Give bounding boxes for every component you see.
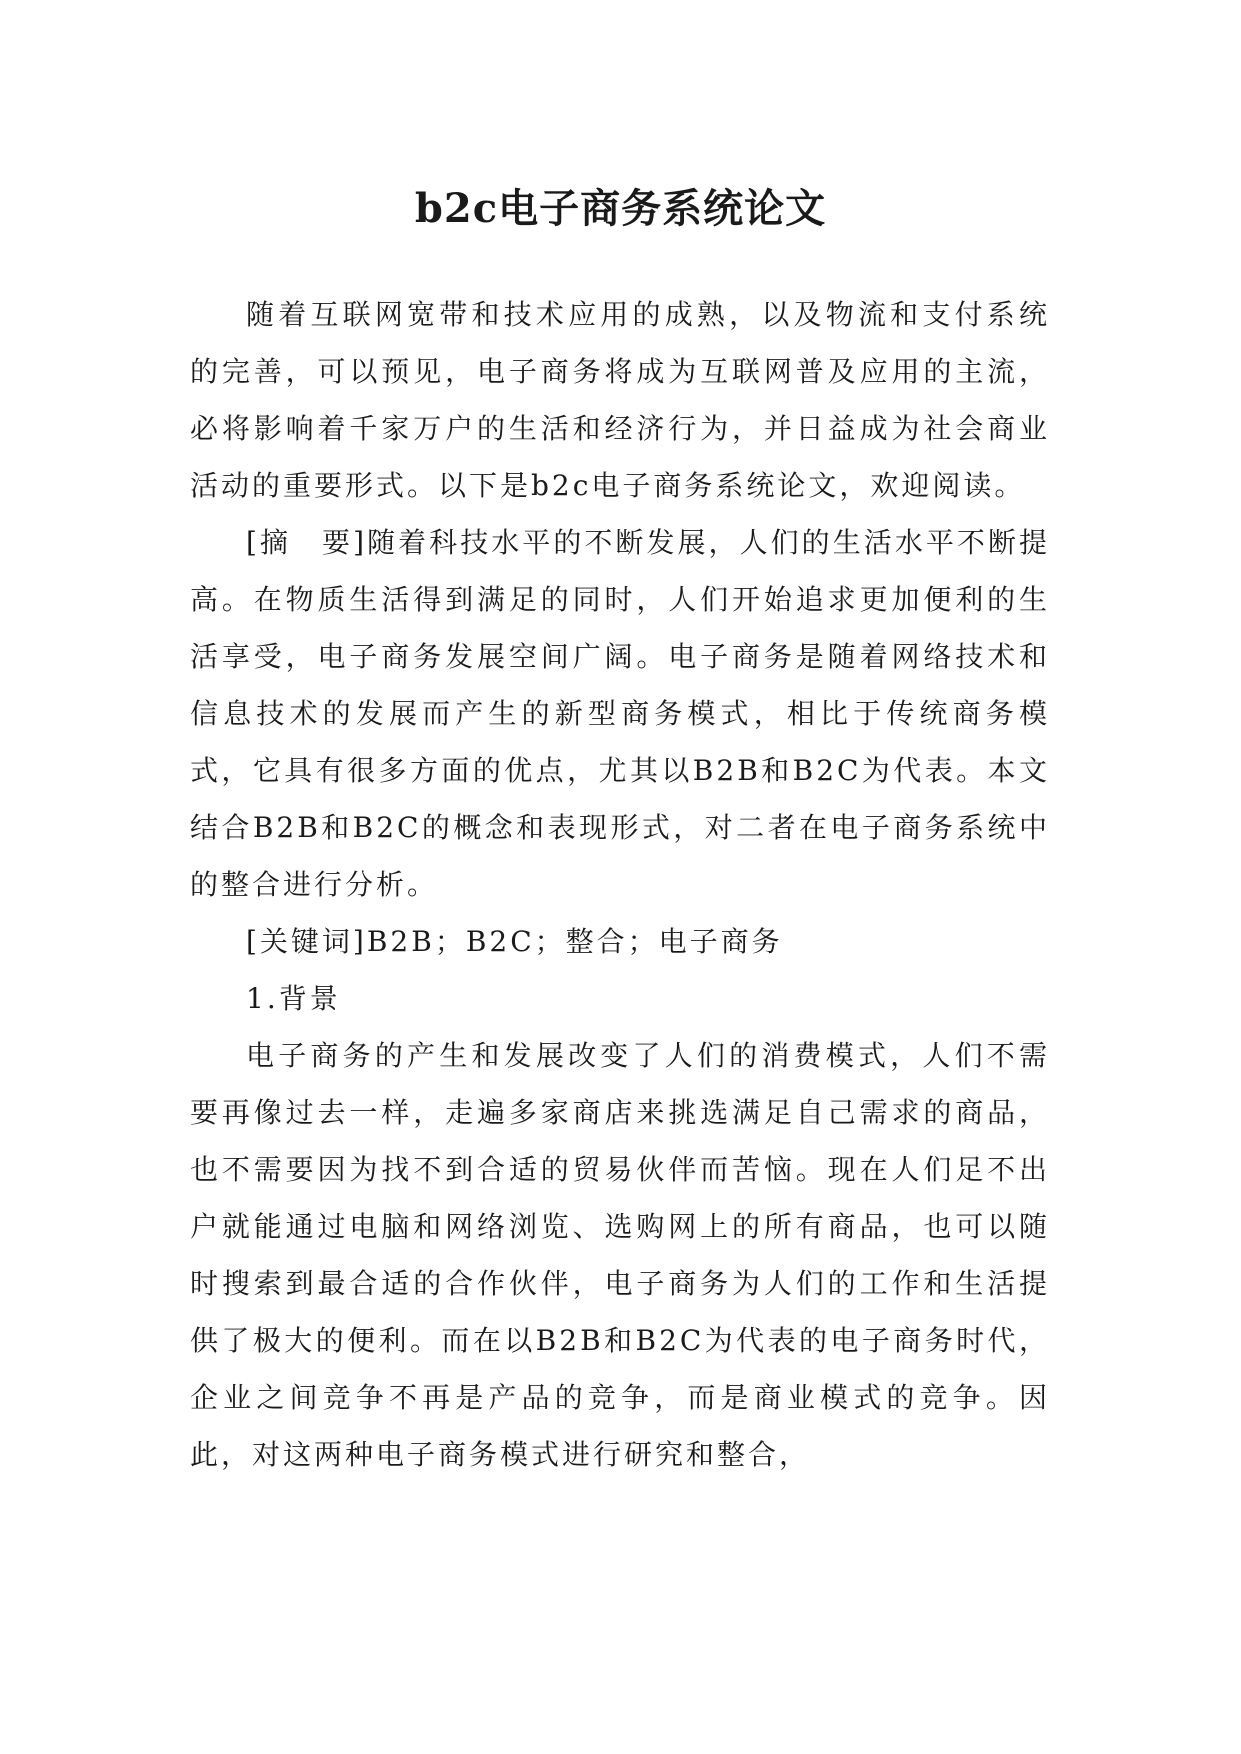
keywords-paragraph: [关键词]B2B；B2C；整合；电子商务 [246,925,783,958]
document-body [190,286,1050,1483]
section-heading-background: 1.背景 [246,982,341,1015]
abstract-paragraph: [摘 要]随着科技水平的不断发展，人们的生活水平不断提高。在物质生活得到满足的同时，人们开始追求更加便利的生活享受，电子商务发展空间广阔。电子商务是随着网络技术和信息技术的发展而产生的新型商务模式，相比于传统商务模式，它具有很多方面的优点，尤其以B2B和B2C为代表。本文结合B2B和B2C的概念和表现形式，对二者在电子商务系统中的整合进行分析。 [190,526,1050,901]
document-title: b2c电子商务系统论文 [414,184,827,232]
intro-paragraph: 随着互联网宽带和技术应用的成熟，以及物流和支付系统的完善，可以预见，电子商务将成为互联网普及应用的主流，必将影响着千家万户的生活和经济行为，并日益成为社会商业活动的重要形式。以下是b2c电子商务系统论文，欢迎阅读。 [190,298,1050,502]
background-paragraph: 电子商务的产生和发展改变了人们的消费模式，人们不需要再像过去一样，走遍多家商店来挑选满足自己需求的商品，也不需要因为找不到合适的贸易伙伴而苦恼。现在人们足不出户就能通过电脑和网络浏览、选购网上的所有商品，也可以随时搜索到最合适的合作伙伴，电子商务为人们的工作和生活提供了极大的便利。而在以B2B和B2C为代表的电子商务时代，企业之间竞争不再是产品的竞争，而是商业模式的竞争。因此，对这两种电子商务模式进行研究和整合， [190,1039,1050,1471]
